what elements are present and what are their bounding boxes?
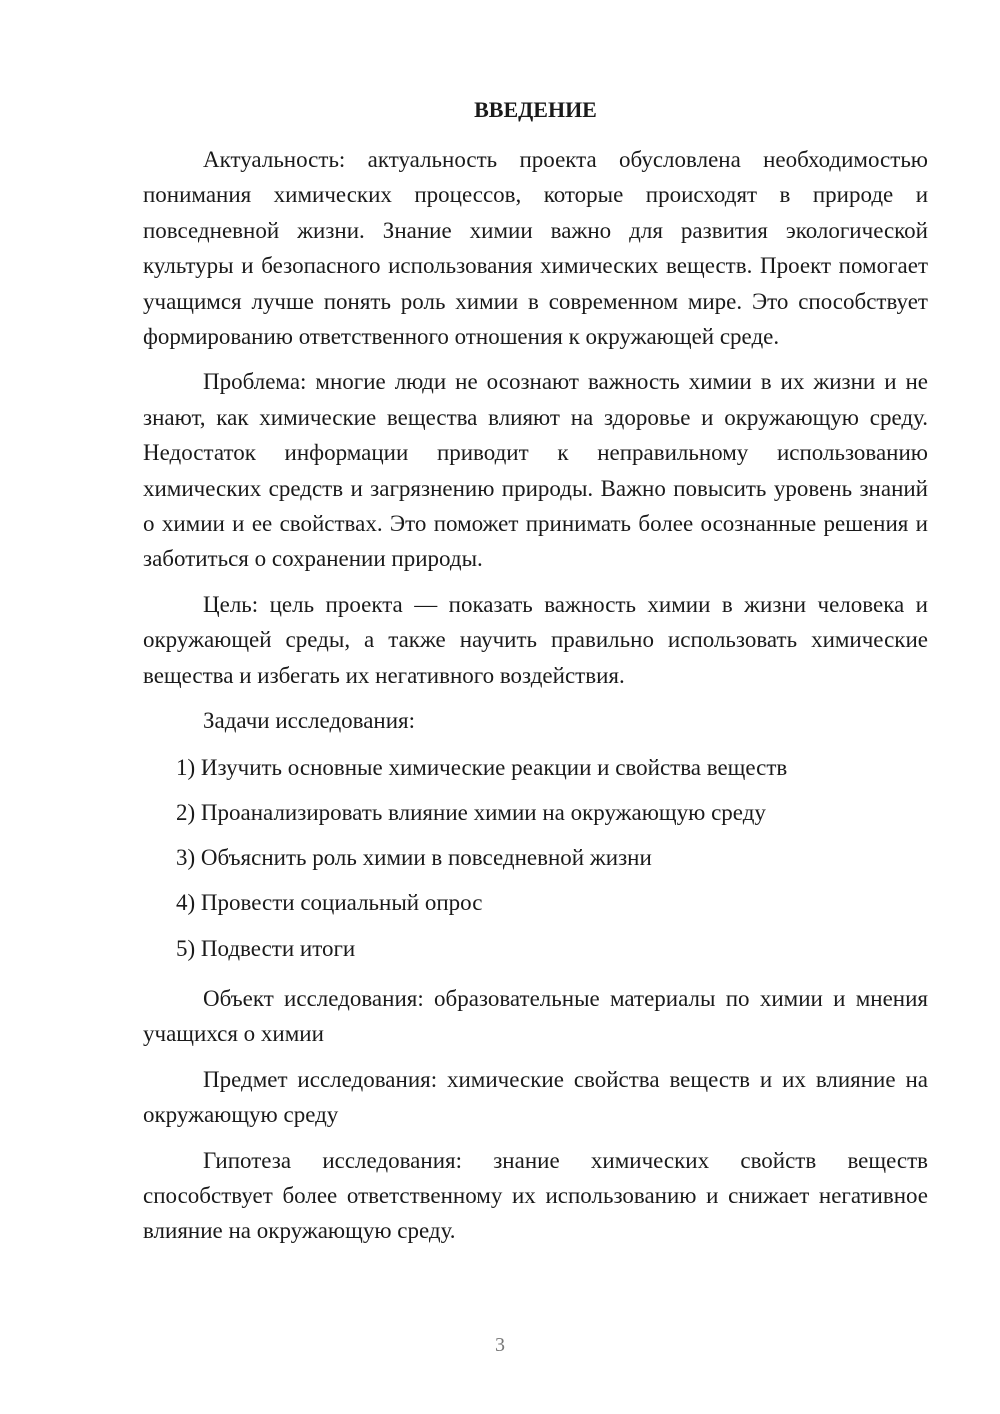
object-paragraph: Объект исследования: образовательные материалы по химии и мнения учащихся о химии bbox=[143, 985, 928, 1047]
relevance-paragraph: Актуальность: актуальность проекта обусловлена необходимостью понимания химических процессов, которые происходят в природе и повседневной жизни. Знание химии важно для развития экологической культуры и безопасного использования химических веществ. Проект помогает учащимся лучше понять роль химии в современном мире. Это способствует формированию ответственного отношения к окружающей среде. bbox=[143, 147, 928, 350]
task-item: 2) Проанализировать влияние химии на окружающую среду bbox=[176, 799, 766, 825]
page-number: 3 bbox=[495, 1334, 505, 1356]
problem-paragraph: Проблема: многие люди не осознают важность химии в их жизни и не знают, как химические вещества влияют на здоровье и окружающую среду. Недостаток информации приводит к неправильному использованию химических средств и загрязнению природы. Важно повысить уровень знаний о химии и ее свойствах. Это поможет принимать более осознанные решения и заботиться о сохранении природы. bbox=[143, 369, 928, 572]
page-content bbox=[143, 96, 928, 1259]
task-item: 4) Провести социальный опрос bbox=[176, 890, 483, 916]
tasks-heading: Задачи исследования: bbox=[203, 708, 416, 734]
subject-paragraph: Предмет исследования: химические свойства веществ и их влияние на окружающую среду bbox=[143, 1066, 928, 1128]
task-item: 5) Подвести итоги bbox=[176, 935, 356, 961]
page-title: ВВЕДЕНИЕ bbox=[474, 97, 597, 122]
task-item: 1) Изучить основные химические реакции и свойства веществ bbox=[176, 754, 788, 780]
task-item: 3) Объяснить роль химии в повседневной жизни bbox=[176, 845, 652, 871]
tasks-list bbox=[143, 745, 928, 971]
hypothesis-paragraph: Гипотеза исследования: знание химических свойств веществ способствует более ответственному их использованию и снижает негативное влияние на окружающую среду. bbox=[143, 1147, 928, 1244]
goal-paragraph: Цель: цель проекта — показать важность химии в жизни человека и окружающей среды, а также научить правильно использовать химические вещества и избегать их негативного воздействия. bbox=[143, 591, 928, 688]
